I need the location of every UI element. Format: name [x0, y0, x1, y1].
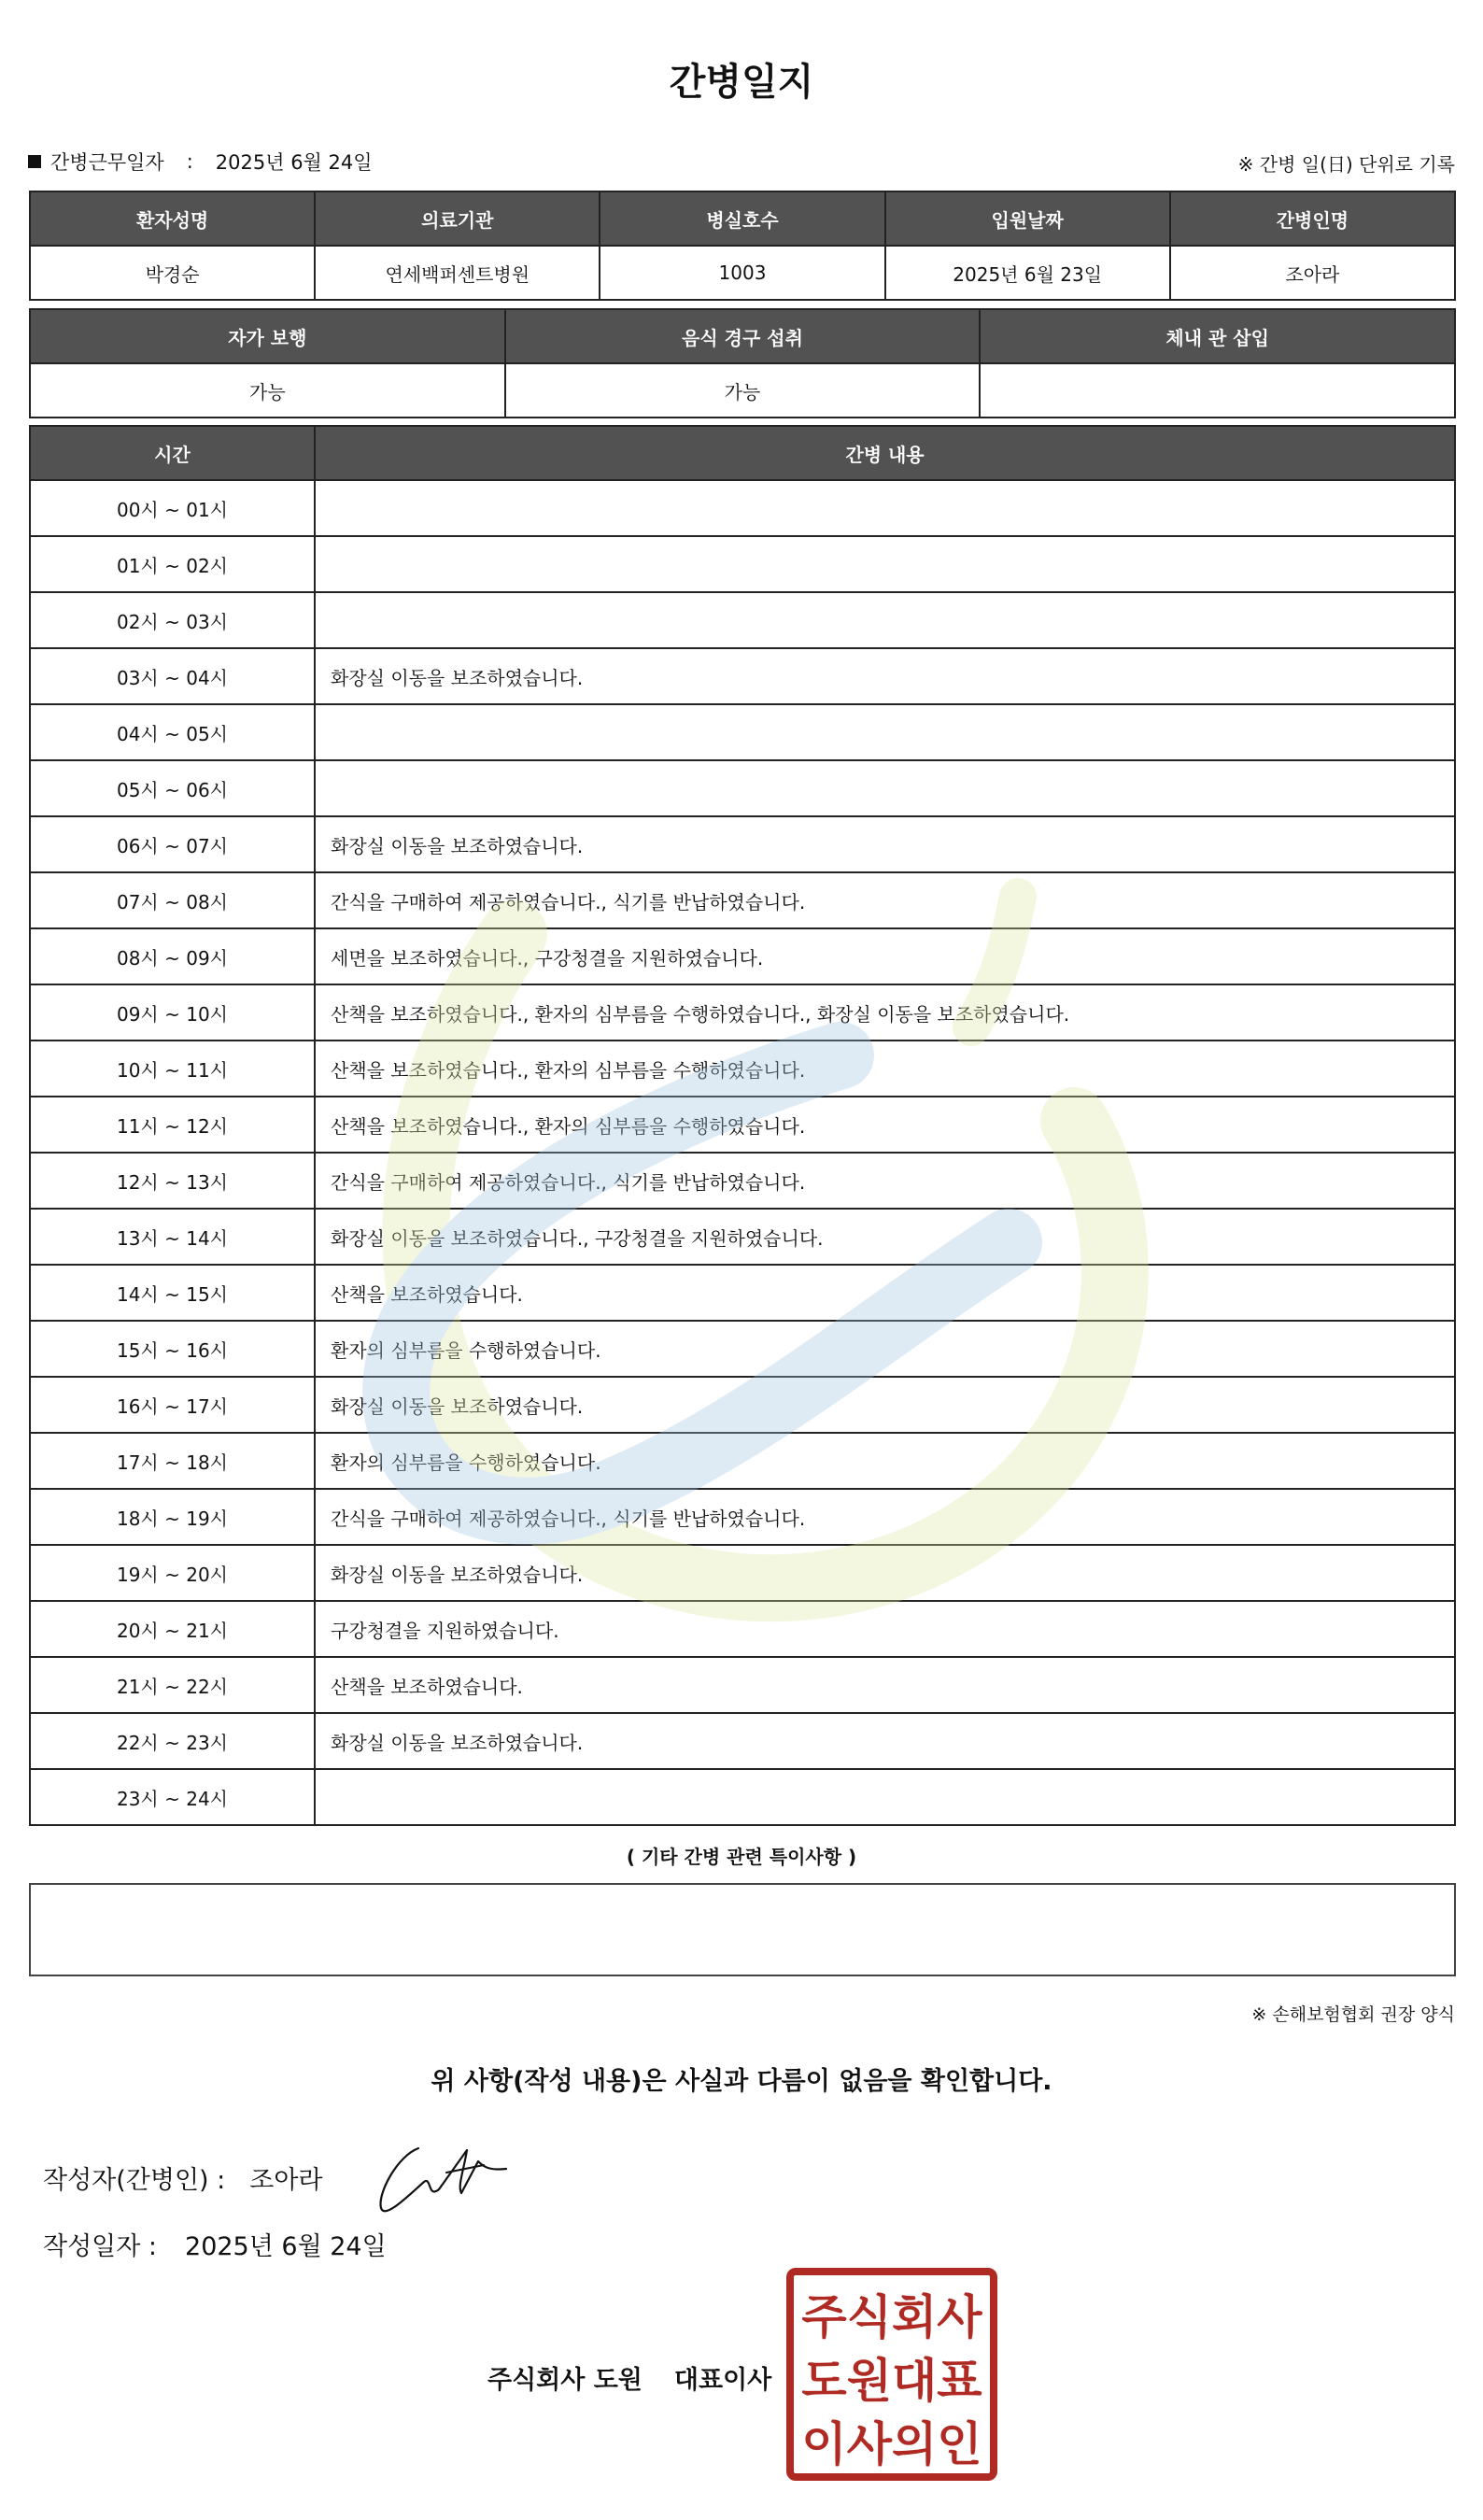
content-cell [315, 1769, 1455, 1825]
table-row [30, 1209, 1455, 1265]
time-cell: 22시 ~ 23시 [30, 1713, 315, 1769]
table-row [30, 760, 1455, 816]
seal-line-1: 주식회사 [801, 2290, 982, 2344]
record-unit-note: ※ 간병 일(日) 단위로 기록 [1237, 153, 1455, 176]
table-row [30, 1433, 1455, 1489]
admission-date-header: 입원날짜 [885, 191, 1170, 246]
time-cell: 16시 ~ 17시 [30, 1377, 315, 1433]
table-row [30, 816, 1455, 872]
content-cell: 간식을 구매하여 제공하였습니다., 식기를 반납하였습니다. [315, 1489, 1455, 1545]
content-cell [315, 480, 1455, 536]
content-cell: 환자의 심부름을 수행하였습니다. [315, 1433, 1455, 1489]
oral-intake-header: 음식 경구 섭취 [505, 309, 981, 363]
time-cell: 03시 ~ 04시 [30, 648, 315, 704]
hospital-value: 연세백퍼센트병원 [315, 246, 600, 300]
hospital-header: 의료기관 [315, 191, 600, 246]
caregiver-name-value: 조아라 [1170, 246, 1455, 300]
time-cell: 07시 ~ 08시 [30, 872, 315, 928]
time-cell: 12시 ~ 13시 [30, 1153, 315, 1209]
content-cell [315, 592, 1455, 648]
content-cell: 세면을 보조하였습니다., 구강청결을 지원하였습니다. [315, 928, 1455, 984]
time-cell: 19시 ~ 20시 [30, 1545, 315, 1601]
table-row [30, 704, 1455, 760]
content-cell: 산책을 보조하였습니다., 환자의 심부름을 수행하였습니다., 화장실 이동을 보조하였습니다. [315, 984, 1455, 1041]
room-number-value: 1003 [600, 246, 884, 300]
time-cell: 08시 ~ 09시 [30, 928, 315, 984]
content-cell: 산책을 보조하였습니다. [315, 1657, 1455, 1713]
content-cell: 산책을 보조하였습니다., 환자의 심부름을 수행하였습니다. [315, 1097, 1455, 1153]
writer-name: 조아라 [249, 2166, 323, 2195]
table-row [30, 648, 1455, 704]
content-cell: 산책을 보조하였습니다., 환자의 심부름을 수행하였습니다. [315, 1041, 1455, 1097]
table-row [30, 1489, 1455, 1545]
care-content-header: 간병 내용 [315, 426, 1455, 480]
time-cell: 21시 ~ 22시 [30, 1657, 315, 1713]
work-date-value: 2025년 6월 24일 [215, 151, 373, 174]
table-row [30, 1321, 1455, 1377]
table-row [30, 872, 1455, 928]
content-cell: 환자의 심부름을 수행하였습니다. [315, 1321, 1455, 1377]
table-row [30, 1377, 1455, 1433]
square-bullet-icon [28, 155, 41, 168]
content-cell: 구강청결을 지원하였습니다. [315, 1601, 1455, 1657]
time-cell: 02시 ~ 03시 [30, 592, 315, 648]
write-date-line [43, 2226, 387, 2262]
time-cell: 18시 ~ 19시 [30, 1489, 315, 1545]
special-notes-title: ( 기타 간병 관련 특이사항 ) [626, 1846, 857, 1868]
walking-value: 가능 [30, 363, 505, 418]
company-name: 주식회사 도원 [487, 2366, 643, 2395]
seal-line-3: 이사의인 [801, 2417, 982, 2471]
table-row [30, 1097, 1455, 1153]
confirmation-statement: 위 사항(작성 내용)은 사실과 다름이 없음을 확인합니다. [431, 2067, 1052, 2096]
tube-insertion-value [980, 363, 1455, 418]
time-cell: 23시 ~ 24시 [30, 1769, 315, 1825]
tube-insertion-header: 체내 관 삽입 [980, 309, 1455, 363]
representative-title: 대표이사 [673, 2366, 772, 2395]
content-cell [315, 760, 1455, 816]
time-cell: 04시 ~ 05시 [30, 704, 315, 760]
content-cell: 화장실 이동을 보조하였습니다. [315, 1545, 1455, 1601]
room-number-header: 병실호수 [600, 191, 884, 246]
time-cell: 13시 ~ 14시 [30, 1209, 315, 1265]
table-row [30, 1041, 1455, 1097]
time-cell: 10시 ~ 11시 [30, 1041, 315, 1097]
time-cell: 00시 ~ 01시 [30, 480, 315, 536]
time-cell: 20시 ~ 21시 [30, 1601, 315, 1657]
care-log-table [29, 425, 1456, 1826]
patient-info-table [29, 191, 1456, 301]
writer-label: 작성자(간병인) : [43, 2166, 226, 2195]
time-cell: 17시 ~ 18시 [30, 1433, 315, 1489]
time-cell: 05시 ~ 06시 [30, 760, 315, 816]
caregiver-name-header: 간병인명 [1170, 191, 1455, 246]
time-header: 시간 [30, 426, 315, 480]
table-row [30, 1713, 1455, 1769]
time-cell: 09시 ~ 10시 [30, 984, 315, 1041]
content-cell: 화장실 이동을 보조하였습니다. [315, 1377, 1455, 1433]
content-cell: 간식을 구매하여 제공하였습니다., 식기를 반납하였습니다. [315, 1153, 1455, 1209]
table-row [30, 480, 1455, 536]
page-title: 간병일지 [669, 61, 814, 104]
content-cell [315, 536, 1455, 592]
writer-line [43, 2159, 323, 2196]
write-date-label: 작성일자 : [43, 2232, 158, 2261]
time-cell: 01시 ~ 02시 [30, 536, 315, 592]
table-row [30, 1265, 1455, 1321]
work-date-label: 간병근무일자 [50, 151, 164, 174]
table-row [30, 1153, 1455, 1209]
table-row [30, 536, 1455, 592]
patient-name-value: 박경순 [30, 246, 315, 300]
content-cell: 화장실 이동을 보조하였습니다. [315, 816, 1455, 872]
work-date-line [28, 148, 373, 176]
write-date-value: 2025년 6월 24일 [185, 2232, 387, 2261]
content-cell: 산책을 보조하였습니다. [315, 1265, 1455, 1321]
time-cell: 14시 ~ 15시 [30, 1265, 315, 1321]
table-row [30, 592, 1455, 648]
table-row [30, 1601, 1455, 1657]
seal-line-2: 도원대표 [801, 2354, 982, 2408]
patient-status-table [29, 308, 1456, 418]
table-row [30, 984, 1455, 1041]
work-date-separator: : [186, 150, 193, 173]
oral-intake-value: 가능 [505, 363, 981, 418]
admission-date-value: 2025년 6월 23일 [885, 246, 1170, 300]
form-source-footnote: ※ 손해보험협회 권장 양식 [1251, 2004, 1455, 2025]
content-cell: 화장실 이동을 보조하였습니다., 구강청결을 지원하였습니다. [315, 1209, 1455, 1265]
table-row [30, 1769, 1455, 1825]
signature-icon [370, 2128, 510, 2221]
content-cell: 화장실 이동을 보조하였습니다. [315, 648, 1455, 704]
special-notes-box [29, 1883, 1456, 1976]
content-cell: 간식을 구매하여 제공하였습니다., 식기를 반납하였습니다. [315, 872, 1455, 928]
walking-header: 자가 보행 [30, 309, 505, 363]
content-cell [315, 704, 1455, 760]
table-row [30, 1657, 1455, 1713]
company-line [487, 2359, 771, 2396]
time-cell: 15시 ~ 16시 [30, 1321, 315, 1377]
patient-name-header: 환자성명 [30, 191, 315, 246]
time-cell: 11시 ~ 12시 [30, 1097, 315, 1153]
table-row [30, 1545, 1455, 1601]
table-row [30, 928, 1455, 984]
company-seal-icon [786, 2268, 997, 2481]
content-cell: 화장실 이동을 보조하였습니다. [315, 1713, 1455, 1769]
time-cell: 06시 ~ 07시 [30, 816, 315, 872]
